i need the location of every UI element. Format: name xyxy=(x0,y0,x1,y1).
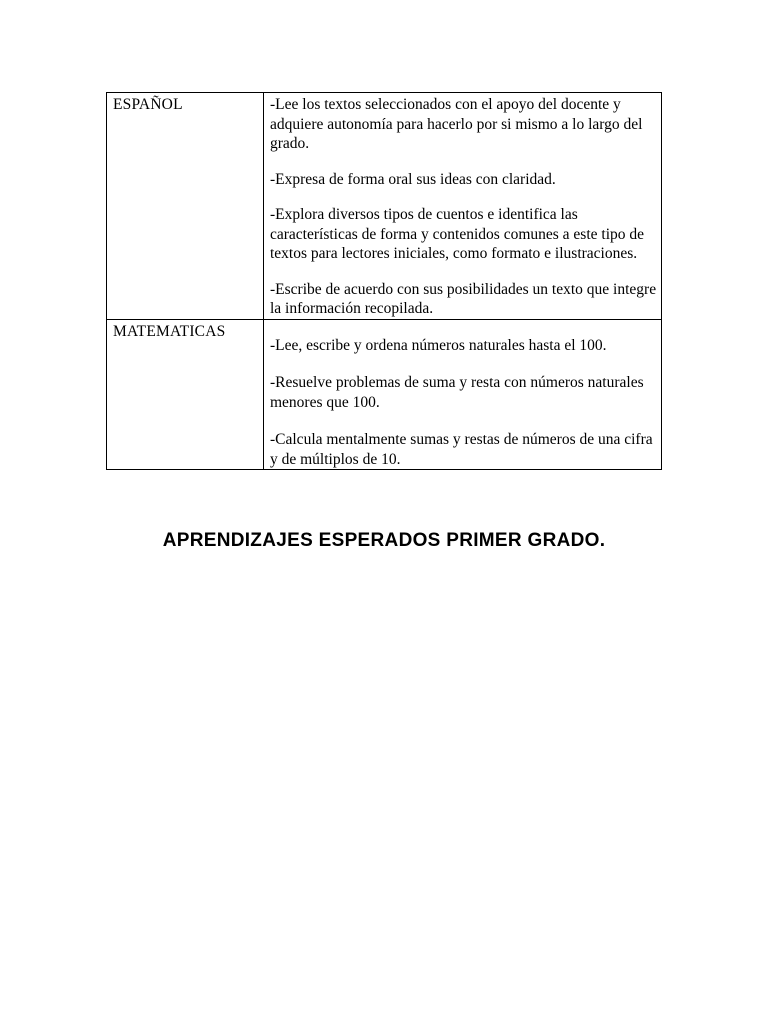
subject-label: ESPAÑOL xyxy=(113,96,183,113)
learning-outcomes-table xyxy=(106,92,662,470)
page-title: APRENDIZAJES ESPERADOS PRIMER GRADO. xyxy=(162,530,606,551)
outcome-item: -Lee, escribe y ordena números naturales hasta el 100. xyxy=(270,336,607,354)
items-cell xyxy=(264,319,662,470)
items-cell xyxy=(264,93,662,320)
subject-label: MATEMATICAS xyxy=(113,322,226,340)
outcome-item: -Explora diversos tipos de cuentos e identifica las características de forma y contenidos comunes a este tipo de textos para lectores iniciales, como formato e ilustraciones. xyxy=(270,206,645,262)
outcome-item: -Lee los textos seleccionados con el apoyo del docente y adquiere autonomía para hacerlo por si mismo a lo largo del grado. xyxy=(270,96,643,152)
subject-cell xyxy=(107,319,264,470)
outcome-item: -Expresa de forma oral sus ideas con claridad. xyxy=(270,170,556,188)
outcome-item: -Escribe de acuerdo con sus posibilidades un texto que integre la información recopilada. xyxy=(270,280,657,317)
subject-cell xyxy=(107,93,264,320)
table-row xyxy=(107,93,662,320)
table-row xyxy=(107,319,662,470)
outcome-item: -Calcula mentalmente sumas y restas de números de una cifra y de múltiplos de 10. xyxy=(270,431,653,468)
outcome-item: -Resuelve problemas de suma y resta con números naturales menores que 100. xyxy=(270,374,644,411)
